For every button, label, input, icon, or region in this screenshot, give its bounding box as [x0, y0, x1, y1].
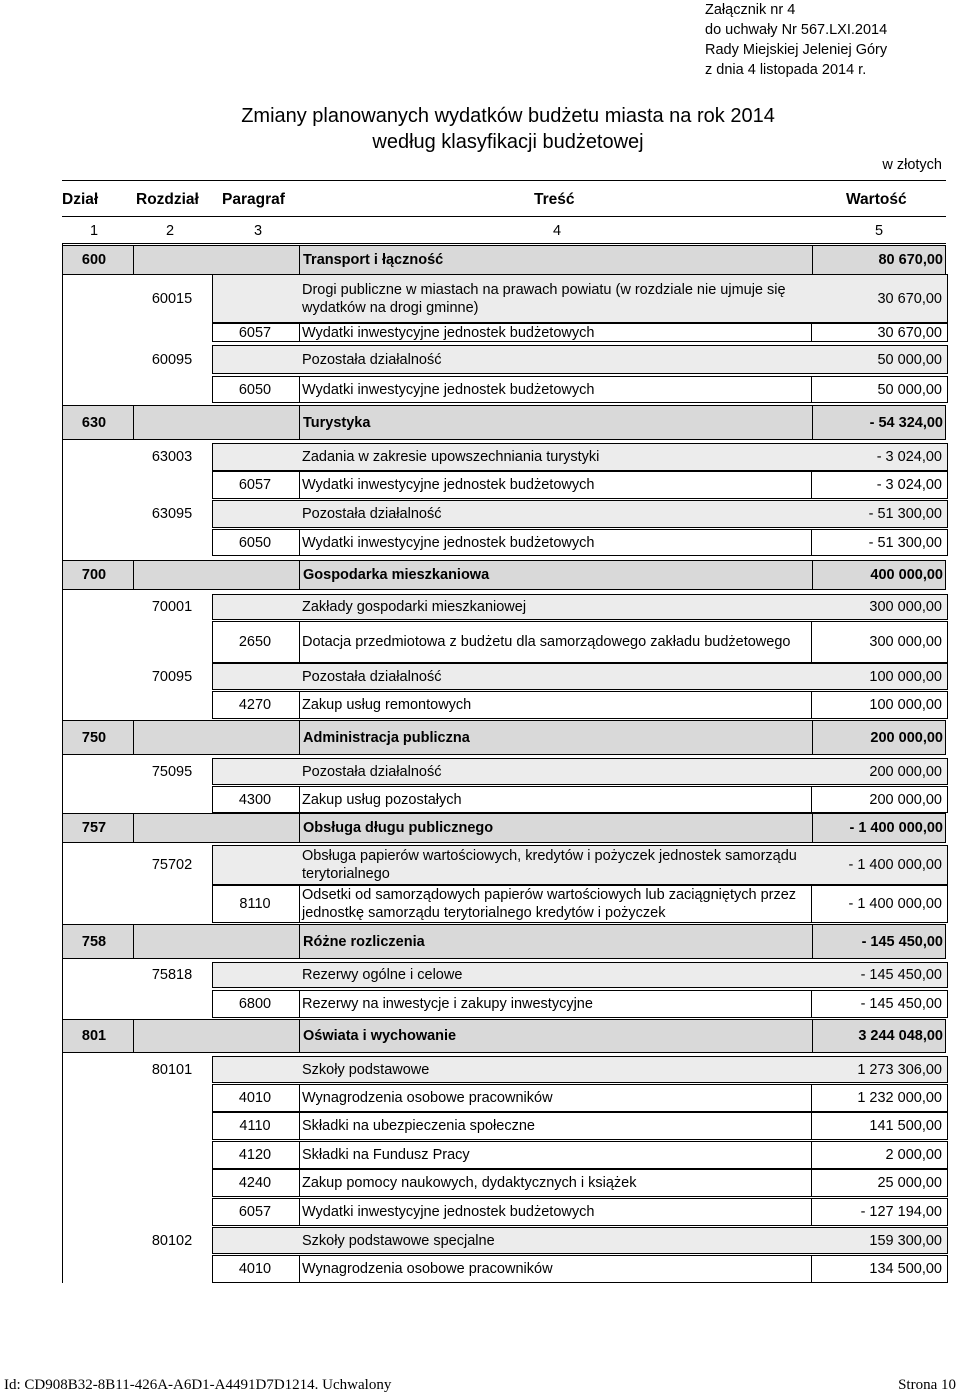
cell-wartosc: 100 000,00 [869, 668, 942, 685]
cell-dzial: 630 [81, 414, 107, 431]
cell-tresc: Szkoły podstawowe [302, 1061, 430, 1078]
cell-paragraf [213, 406, 299, 439]
row-divider [299, 561, 300, 589]
cell-tresc: Szkoły podstawowe specjalne [302, 1232, 495, 1249]
cell-paragraf: 4110 [239, 1118, 271, 1134]
cell-dzial [62, 962, 124, 988]
cell-paragraf: 6057 [238, 324, 272, 341]
cell-wartosc: 3 244 048,00 [858, 1028, 943, 1044]
header-wartosc: Wartość [846, 191, 907, 208]
cell-dzial [62, 990, 124, 1018]
cell-dzial [62, 1227, 124, 1254]
cell-rozdzial [133, 814, 213, 842]
cell-wartosc: 159 300,00 [869, 1232, 942, 1249]
cell-tresc: Zakup pomocy naukowych, dydaktycznych i książek [302, 1175, 637, 1191]
row-divider [299, 1020, 300, 1052]
col-number: 2 [166, 223, 175, 239]
cell-tresc: Oświata i wychowanie [303, 1028, 457, 1044]
table-left-border [62, 243, 63, 1283]
cell-paragraf [213, 246, 299, 274]
cell-wartosc: 141 500,00 [869, 1118, 942, 1134]
cell-paragraf [212, 594, 298, 620]
col-number: 4 [553, 223, 562, 239]
cell-dzial [62, 758, 124, 785]
header-tresc: Treść [534, 191, 575, 208]
dzial-row [62, 813, 946, 843]
page-number: Strona 10 [898, 1377, 956, 1393]
paragraf-row [62, 1112, 946, 1140]
cell-wartosc: 50 000,00 [877, 381, 942, 398]
paragraf-row [62, 1169, 946, 1197]
row-divider [812, 721, 813, 754]
cell-tresc: Wydatki inwestycyjne jednostek budżetowych [302, 324, 595, 341]
cell-paragraf: 6050 [238, 381, 272, 398]
cell-tresc: Gospodarka mieszkaniowa [303, 567, 490, 583]
cell-paragraf: 4270 [238, 697, 272, 713]
cell-rozdzial [132, 1255, 212, 1283]
paragraf-row [62, 621, 946, 663]
cell-tresc: Rezerwy ogólne i celowe [302, 967, 463, 983]
cell-rozdzial [133, 246, 213, 274]
cell-paragraf [213, 814, 299, 842]
cell-dzial [62, 885, 124, 923]
cell-tresc: Składki na Fundusz Pracy [302, 1147, 470, 1163]
cell-tresc: Drogi publiczne w miastach na prawach powiatu (w rozdziale nie ujmuje się wydatków na drogi gminne) [302, 281, 786, 316]
header-paragraf: Paragraf [222, 191, 285, 208]
cell-tresc: Składki na ubezpieczenia społeczne [302, 1118, 535, 1134]
cell-rozdzial: 63095 [151, 506, 193, 522]
cell-wartosc: 30 670,00 [877, 324, 942, 341]
cell-dzial [62, 691, 124, 719]
unit-label: w złotych [882, 157, 942, 173]
cell-paragraf [212, 758, 298, 785]
cell-wartosc: 300 000,00 [869, 634, 942, 650]
paragraf-row [62, 691, 946, 719]
dzial-row [62, 405, 946, 440]
attachment-line: do uchwały Nr 567.LXI.2014 [705, 22, 888, 38]
paragraf-row [62, 885, 946, 923]
cell-wartosc: 2 000,00 [885, 1147, 942, 1163]
cell-paragraf [212, 1227, 298, 1254]
cell-dzial [62, 1169, 124, 1197]
cell-wartosc: 100 000,00 [869, 697, 942, 713]
dzial-row [62, 720, 946, 755]
cell-rozdzial [132, 323, 212, 342]
cell-rozdzial [133, 406, 213, 439]
cell-tresc: Dotacja przedmiotowa z budżetu dla samorządowego zakładu budżetowego [302, 634, 791, 650]
cell-rozdzial [132, 885, 212, 923]
cell-tresc: Wydatki inwestycyjne jednostek budżetowych [302, 534, 595, 551]
cell-paragraf: 4240 [238, 1175, 272, 1191]
cell-tresc: Zakup usług pozostałych [302, 791, 462, 808]
cell-tresc: Transport i łączność [303, 252, 444, 268]
cell-rozdzial: 70001 [151, 599, 193, 615]
cell-paragraf [213, 1020, 299, 1052]
cell-rozdzial: 60015 [151, 290, 193, 307]
cell-tresc: Odsetki od samorządowych papierów wartościowych lub zaciągniętych przez jednostkę samorządu terytorialnego kredytów i pożyczek [302, 887, 797, 921]
rozdzial-row [62, 845, 946, 885]
paragraf-row [62, 786, 946, 813]
cell-wartosc: - 1 400 000,00 [848, 896, 942, 912]
cell-paragraf: 4120 [238, 1147, 272, 1163]
cell-wartosc: 134 500,00 [869, 1261, 942, 1277]
cell-tresc: Pozostała działalność [302, 668, 442, 685]
cell-rozdzial [132, 471, 212, 499]
paragraf-row [62, 471, 946, 499]
cell-rozdzial [132, 1084, 212, 1112]
paragraf-row [62, 323, 946, 342]
cell-paragraf: 4010 [238, 1261, 272, 1277]
cell-wartosc: 25 000,00 [877, 1175, 942, 1191]
cell-rozdzial [132, 1198, 212, 1226]
cell-wartosc: - 1 400 000,00 [848, 857, 942, 873]
cell-rozdzial: 75818 [151, 967, 193, 983]
cell-rozdzial [132, 376, 212, 403]
cell-rozdzial [133, 561, 213, 589]
cell-rozdzial [132, 990, 212, 1018]
col-number: 1 [90, 223, 99, 239]
rozdzial-row [62, 274, 946, 323]
paragraf-row [62, 529, 946, 556]
cell-dzial [62, 1056, 124, 1083]
cell-dzial [62, 274, 124, 323]
rozdzial-row [62, 1056, 946, 1083]
row-divider [299, 721, 300, 754]
cell-dzial [62, 1198, 124, 1226]
cell-paragraf [213, 561, 299, 589]
cell-wartosc: 200 000,00 [870, 729, 943, 746]
attachment-line: Załącznik nr 4 [705, 2, 796, 18]
cell-wartosc: 80 670,00 [878, 252, 943, 268]
cell-dzial [62, 1084, 124, 1112]
cell-rozdzial [132, 691, 212, 719]
cell-wartosc: - 51 300,00 [868, 506, 942, 522]
header-dzial: Dział [62, 191, 99, 208]
cell-rozdzial: 70095 [151, 668, 193, 685]
cell-tresc: Zakup usług remontowych [302, 697, 472, 713]
cell-wartosc: 50 000,00 [877, 351, 942, 368]
cell-tresc: Rezerwy na inwestycje i zakupy inwestycyjne [302, 996, 593, 1012]
cell-tresc: Obsługa długu publicznego [303, 820, 494, 836]
col-number: 3 [254, 223, 263, 239]
cell-wartosc: 1 232 000,00 [857, 1090, 942, 1106]
rozdzial-row [62, 758, 946, 785]
cell-wartosc: 1 273 306,00 [857, 1061, 942, 1078]
paragraf-row [62, 1141, 946, 1169]
cell-rozdzial [133, 925, 213, 958]
title-line: Zmiany planowanych wydatków budżetu miasta na rok 2014 [241, 105, 775, 127]
cell-dzial [62, 500, 124, 528]
title-line: według klasyfikacji budżetowej [372, 131, 644, 153]
cell-paragraf [212, 345, 298, 374]
cell-rozdzial: 75702 [151, 857, 193, 873]
cell-tresc: Różne rozliczenia [303, 933, 425, 950]
cell-paragraf [213, 925, 299, 958]
cell-tresc: Pozostała działalność [302, 351, 442, 368]
cell-paragraf: 6057 [238, 1204, 272, 1220]
header-bottom-rule [62, 243, 946, 244]
cell-rozdzial [132, 1112, 212, 1140]
dzial-row [62, 924, 946, 959]
cell-paragraf: 6050 [238, 534, 272, 551]
cell-dzial [62, 529, 124, 556]
cell-wartosc: - 127 194,00 [860, 1204, 942, 1220]
col-number: 5 [875, 223, 884, 239]
cell-dzial: 600 [81, 252, 107, 268]
cell-tresc: Zakłady gospodarki mieszkaniowej [302, 599, 527, 615]
row-divider [812, 925, 813, 958]
cell-rozdzial: 63003 [151, 449, 193, 465]
row-divider [299, 814, 300, 842]
rozdzial-row [62, 1227, 946, 1254]
cell-paragraf [213, 721, 299, 754]
row-divider [812, 561, 813, 589]
cell-paragraf: 6800 [238, 996, 272, 1012]
cell-tresc: Wynagrodzenia osobowe pracowników [302, 1261, 553, 1277]
cell-dzial [62, 376, 124, 403]
cell-rozdzial [132, 786, 212, 813]
cell-paragraf: 2650 [238, 634, 272, 650]
cell-dzial [62, 621, 124, 663]
cell-tresc: Wynagrodzenia osobowe pracowników [302, 1090, 553, 1106]
cell-dzial: 758 [81, 933, 107, 950]
cell-tresc: Zadania w zakresie upowszechniania turystyki [302, 449, 600, 465]
cell-wartosc: - 3 024,00 [876, 477, 942, 493]
cell-wartosc: - 145 450,00 [861, 933, 943, 950]
cell-rozdzial [132, 621, 212, 663]
row-divider [812, 406, 813, 439]
cell-rozdzial [132, 1141, 212, 1169]
paragraf-row [62, 1198, 946, 1226]
cell-tresc: Pozostała działalność [302, 506, 442, 522]
cell-dzial: 700 [81, 567, 107, 583]
cell-dzial [62, 786, 124, 813]
row-divider [299, 406, 300, 439]
cell-wartosc: - 51 300,00 [868, 534, 942, 551]
cell-dzial: 757 [81, 820, 107, 836]
cell-rozdzial [133, 1020, 213, 1052]
cell-wartosc: - 1 400 000,00 [849, 820, 943, 836]
cell-paragraf [212, 663, 298, 690]
cell-wartosc: 30 670,00 [877, 290, 942, 307]
row-divider [812, 1020, 813, 1052]
cell-tresc: Administracja publiczna [303, 729, 470, 746]
cell-rozdzial [133, 721, 213, 754]
cell-dzial: 801 [81, 1028, 107, 1044]
cell-tresc: Pozostała działalność [302, 763, 442, 780]
cell-wartosc: 200 000,00 [869, 791, 942, 808]
cell-rozdzial: 80102 [151, 1232, 193, 1249]
cell-paragraf: 6057 [238, 477, 272, 493]
cell-wartosc: - 54 324,00 [869, 414, 943, 431]
cell-wartosc: 200 000,00 [869, 763, 942, 780]
cell-dzial [62, 443, 124, 471]
document-id: Id: CD908B32-8B11-426A-A6D1-A4491D7D1214. Uchwalony [4, 1377, 392, 1393]
cell-paragraf [212, 443, 298, 471]
cell-dzial [62, 1255, 124, 1283]
cell-dzial [62, 323, 124, 342]
cell-paragraf: 8110 [239, 896, 271, 912]
attachment-note [705, 0, 887, 80]
rozdzial-row [62, 962, 946, 988]
cell-dzial [62, 663, 124, 690]
dzial-row [62, 245, 946, 275]
rozdzial-row [62, 594, 946, 620]
cell-dzial [62, 1141, 124, 1169]
cell-dzial: 750 [81, 729, 107, 746]
paragraf-row [62, 1255, 946, 1283]
header-top-rule [62, 180, 946, 181]
row-divider [299, 246, 300, 274]
cell-wartosc: 300 000,00 [869, 599, 942, 615]
cell-tresc: Wydatki inwestycyjne jednostek budżetowych [302, 1204, 595, 1220]
paragraf-row [62, 376, 946, 403]
cell-paragraf [212, 845, 298, 885]
cell-wartosc: 400 000,00 [870, 567, 943, 583]
cell-rozdzial: 60095 [151, 351, 193, 368]
cell-paragraf [212, 1056, 298, 1083]
rozdzial-row [62, 663, 946, 690]
cell-paragraf: 4300 [238, 791, 272, 808]
rozdzial-row [62, 500, 946, 528]
rozdzial-row [62, 345, 946, 374]
paragraf-row [62, 990, 946, 1018]
cell-dzial [62, 1112, 124, 1140]
cell-tresc: Wydatki inwestycyjne jednostek budżetowych [302, 381, 595, 398]
row-divider [299, 925, 300, 958]
cell-tresc: Turystyka [303, 414, 371, 431]
rozdzial-row [62, 443, 946, 471]
row-divider [812, 246, 813, 274]
header-rozdzial: Rozdział [136, 191, 199, 208]
cell-rozdzial [132, 1169, 212, 1197]
cell-paragraf: 4010 [238, 1090, 272, 1106]
cell-dzial [62, 594, 124, 620]
cell-dzial [62, 345, 124, 374]
cell-paragraf [212, 274, 298, 323]
cell-tresc: Wydatki inwestycyjne jednostek budżetowych [302, 477, 595, 493]
page-title [120, 103, 896, 155]
cell-wartosc: - 145 450,00 [860, 996, 942, 1012]
cell-paragraf [212, 500, 298, 528]
cell-dzial [62, 845, 124, 885]
attachment-line: Rady Miejskiej Jeleniej Góry [705, 42, 888, 58]
paragraf-row [62, 1084, 946, 1112]
dzial-row [62, 560, 946, 590]
row-divider [812, 814, 813, 842]
cell-paragraf [212, 962, 298, 988]
cell-rozdzial: 80101 [151, 1061, 193, 1078]
cell-tresc: Obsługa papierów wartościowych, kredytów i pożyczek jednostek samorządu terytorialnego [302, 848, 797, 882]
attachment-line: z dnia 4 listopada 2014 r. [705, 62, 867, 78]
header-mid-rule [62, 216, 946, 217]
dzial-row [62, 1019, 946, 1053]
cell-dzial [62, 471, 124, 499]
cell-wartosc: - 145 450,00 [860, 967, 942, 983]
cell-rozdzial: 75095 [151, 763, 193, 780]
cell-rozdzial [132, 529, 212, 556]
cell-wartosc: - 3 024,00 [876, 449, 942, 465]
